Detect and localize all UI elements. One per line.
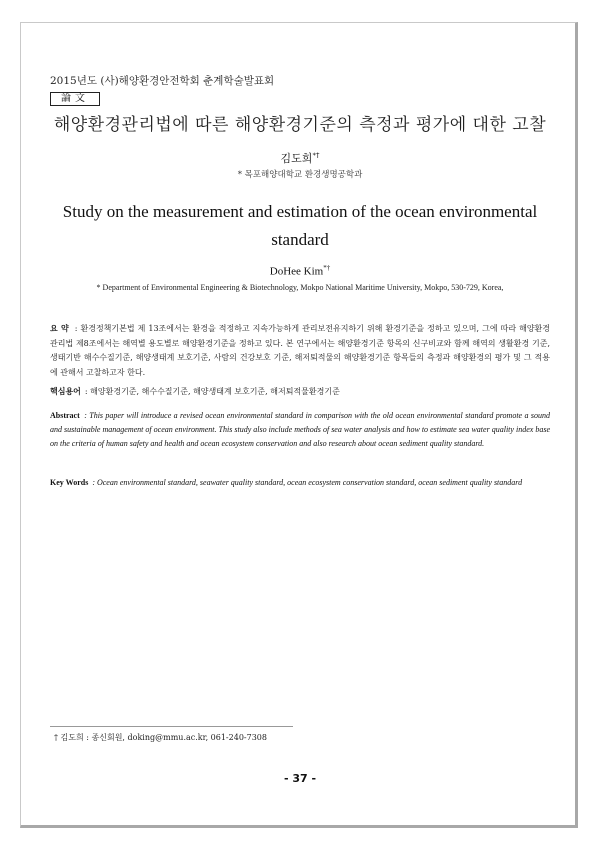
keywords-english-label: Key Words	[50, 478, 89, 487]
affiliation-korean: * 목포해양대학교 환경생명공학과	[237, 170, 363, 180]
keywords-english	[50, 478, 550, 487]
keywords-korean-text: : 해양환경기준, 해수수질기준, 해양생태계 보호기준, 해저퇴적물환경기준	[84, 387, 340, 396]
abstract-korean	[50, 321, 550, 380]
author-english	[0, 264, 600, 278]
author-english-name: DoHee Kim	[269, 265, 324, 278]
author-korean-name: 김도희	[280, 152, 313, 165]
keywords-korean	[50, 386, 550, 397]
abstract-korean-text: : 환경정책기본법 제 13조에서는 환경을 적정하고 지속가능하게 관리보전유지하기 위해 환경기준을 정하고 있으며, 그에 따라 해양환경관리법 제8조에서는 해역별 용도별로 해양환경기준을 정하고 있다. 본 연구에서는 해양환경기준 항목의 신구비교와 함께 해역의 생활환경 기준, 생태기반 해수수질기준, 해양생태계 보호기준, 사람의 건강보호 기준, 해저퇴적물의 해양환경기준 항목들의 측정과 해양환경의 평가 및 그 적용에 관해서 고찰하고자 한다.	[50, 324, 551, 377]
keywords-english-text: : Ocean environmental standard, seawater quality standard, ocean ecosystem conservation standard, ocean sediment quality standard	[92, 478, 523, 487]
page-number: - 37 -	[283, 772, 317, 785]
author-english-marks: *†	[323, 264, 331, 272]
footnote: † 김도희 : 종신회원, doking@mmu.ac.kr, 061-240-7308	[54, 733, 267, 742]
title-korean: 해양환경관리법에 따른 해양환경기준의 측정과 평가에 대한 고찰	[53, 115, 547, 135]
keywords-korean-label: 핵심용어	[50, 386, 81, 396]
paper-type-tag: 論文	[50, 92, 100, 106]
abstract-english-text: : This paper will introduce a revised ocean environmental standard in comparison with the old ocean environmental standard promote a sound and sustainable management of ocean environment. This study also include methods of sea water analysis and how to estimate sea water quality index base on the criteria of human safety and health and ocean ecosystem conservation and also research about ocean sediment quality standard.	[50, 411, 550, 448]
abstract-korean-label: 요 약	[50, 323, 69, 333]
abstract-english	[50, 409, 550, 451]
abstract-english-label: Abstract	[50, 411, 80, 420]
author-korean-marks: *†	[312, 151, 320, 160]
title-english: Study on the measurement and estimation of the ocean environmental standard	[62, 202, 538, 249]
conference-header: 2015년도 (사)해양환경안전학회 춘계학술발표회	[50, 75, 275, 87]
affiliation-english: * Department of Environmental Engineering & Biotechnology, Mokpo National Maritime University, Mokpo, 530-729, Korea,	[96, 283, 504, 292]
footnote-divider	[50, 726, 293, 727]
author-korean	[0, 150, 600, 166]
